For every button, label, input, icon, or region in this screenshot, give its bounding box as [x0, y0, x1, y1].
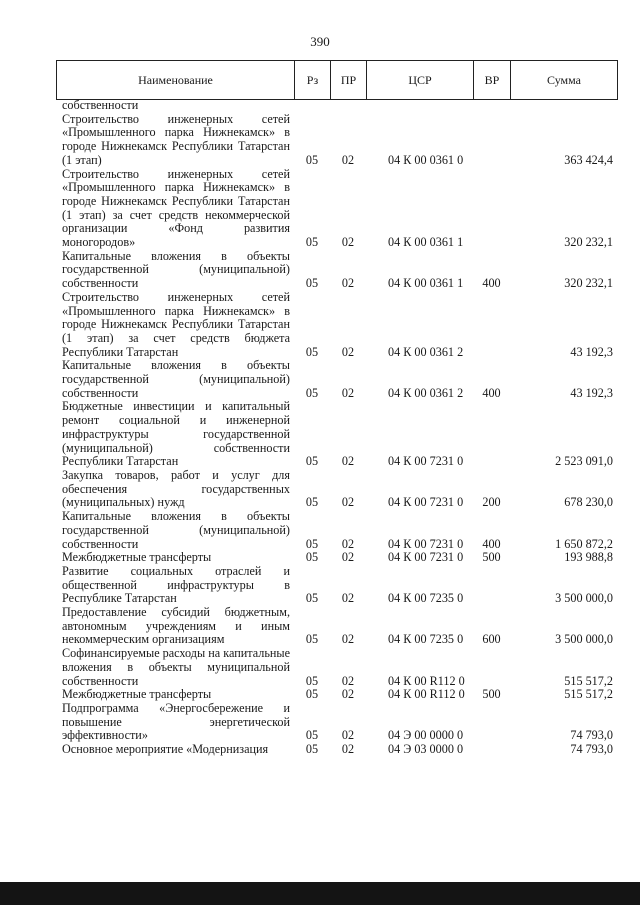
header-name: Наименование — [57, 61, 295, 100]
row-csr: 04 К 00 7231 0 — [388, 495, 464, 510]
row-rz: 05 — [305, 632, 319, 647]
row-name: Софинансируемые расходы на капитальные вложения в объекты муниципальной собственности — [62, 646, 290, 688]
row-name-cell — [56, 168, 294, 250]
row-sum: 193 988,8 — [564, 550, 613, 565]
row-rz: 05 — [305, 235, 319, 250]
row-rz: 05 — [305, 536, 319, 551]
row-pr: 02 — [341, 152, 355, 167]
row-csr: 04 К 00 R112 0 — [388, 673, 465, 688]
row-csr: 04 Э 03 0000 0 — [388, 742, 464, 757]
row-pr: 02 — [341, 235, 355, 250]
row-pr: 02 — [341, 495, 355, 510]
row-name: Закупка товаров, работ и услуг для обеспечения государственных (муниципальных) нужд — [62, 467, 290, 510]
row-sum: 2 523 091,0 — [555, 454, 613, 469]
row-name-cell — [56, 688, 294, 702]
row-pr: 02 — [341, 591, 355, 606]
row-name-cell — [56, 510, 294, 551]
row-name-cell — [56, 565, 294, 606]
row-sum: 515 517,2 — [564, 687, 613, 702]
table-row — [56, 551, 617, 565]
row-pr — [330, 99, 366, 113]
row-name-cell — [56, 113, 294, 168]
row-rz: 05 — [305, 344, 319, 359]
row-rz: 05 — [305, 454, 319, 469]
row-pr: 02 — [341, 728, 355, 743]
row-sum: 1 650 872,2 — [555, 536, 613, 551]
row-vr: 200 — [482, 495, 501, 510]
row-rz: 05 — [305, 742, 319, 757]
table-row — [56, 168, 617, 250]
row-name-cell — [56, 647, 294, 688]
row-name-cell — [56, 291, 294, 360]
row-sum — [510, 99, 617, 113]
row-name: Капитальные вложения в объекты государственной (муниципальной) собственности — [62, 358, 290, 400]
row-name-cell — [56, 743, 294, 757]
row-sum: 43 192,3 — [570, 385, 613, 400]
table-row — [56, 565, 617, 606]
row-csr: 04 К 00 0361 1 — [388, 276, 464, 291]
row-csr: 04 К 00 0361 2 — [388, 385, 464, 400]
row-name-cell — [56, 400, 294, 469]
row-csr: 04 К 00 0361 2 — [388, 344, 464, 359]
table-header — [56, 60, 618, 100]
row-name: собственности — [62, 98, 139, 112]
row-vr — [473, 168, 510, 250]
budget-table — [56, 99, 617, 757]
table-row — [56, 99, 617, 113]
row-csr: 04 К 00 7231 0 — [388, 454, 464, 469]
row-rz: 05 — [305, 728, 319, 743]
row-vr: 600 — [482, 632, 501, 647]
row-pr: 02 — [341, 344, 355, 359]
row-rz: 05 — [305, 687, 319, 702]
row-rz: 05 — [305, 276, 319, 291]
scan-bottom-edge — [0, 882, 640, 905]
row-name: Бюджетные инвестиции и капитальный ремонт социальной и инженерной инфраструктуры государственной (муниципальной) собственности Республики Татарстан — [62, 399, 290, 469]
row-sum: 515 517,2 — [564, 673, 613, 688]
row-rz: 05 — [305, 385, 319, 400]
row-pr: 02 — [341, 550, 355, 565]
row-name: Предоставление субсидий бюджетным, автономным учреждениям и иным некоммерческим организациям — [62, 605, 290, 647]
table-row — [56, 702, 617, 743]
table-row — [56, 469, 617, 510]
row-pr: 02 — [341, 632, 355, 647]
row-csr: 04 К 00 7235 0 — [388, 591, 464, 606]
row-rz: 05 — [305, 673, 319, 688]
header-csr: ЦСР — [367, 61, 474, 100]
row-vr: 400 — [482, 385, 501, 400]
row-sum: 363 424,4 — [564, 152, 613, 167]
row-name: Капитальные вложения в объекты государственной (муниципальной) собственности — [62, 248, 290, 291]
row-pr: 02 — [341, 742, 355, 757]
row-name: Строительство инженерных сетей «Промышленного парка Нижнекамск» в городе Нижнекамск Республики Татарстан (1 этап) — [62, 111, 290, 167]
row-rz: 05 — [305, 591, 319, 606]
row-pr: 02 — [341, 673, 355, 688]
row-name-cell — [56, 99, 294, 113]
row-name-cell — [56, 702, 294, 743]
row-pr: 02 — [341, 276, 355, 291]
row-sum: 3 500 000,0 — [555, 632, 613, 647]
row-name-cell — [56, 359, 294, 400]
row-sum: 74 793,0 — [570, 742, 613, 757]
table-row — [56, 113, 617, 168]
row-name: Подпрограмма «Энергосбережение и повышение энергетической эффективности» — [62, 700, 290, 743]
row-name: Капитальные вложения в объекты государственной (муниципальной) собственности — [62, 509, 290, 551]
row-name: Межбюджетные трансферты — [62, 687, 212, 702]
header-pr: ПР — [331, 61, 367, 100]
row-sum: 320 232,1 — [564, 276, 613, 291]
row-name: Развитие социальных отраслей и общественной инфраструктуры в Республике Татарстан — [62, 563, 290, 606]
table-row — [56, 688, 617, 702]
row-name-cell — [56, 551, 294, 565]
row-csr: 04 К 00 0361 1 — [388, 235, 464, 250]
row-csr: 04 К 00 7231 0 — [388, 550, 464, 565]
row-name: Межбюджетные трансферты — [62, 550, 212, 565]
header-vr: ВР — [474, 61, 511, 100]
row-vr — [473, 743, 510, 757]
row-sum: 320 232,1 — [564, 235, 613, 250]
row-vr — [473, 702, 510, 743]
row-sum: 43 192,3 — [570, 344, 613, 359]
row-name-cell — [56, 250, 294, 291]
row-rz — [294, 99, 330, 113]
row-rz: 05 — [305, 152, 319, 167]
row-csr: 04 К 00 7235 0 — [388, 632, 464, 647]
row-pr: 02 — [341, 454, 355, 469]
table-body — [56, 99, 617, 757]
row-pr: 02 — [341, 385, 355, 400]
row-vr: 400 — [482, 536, 501, 551]
row-vr: 500 — [482, 687, 501, 702]
row-vr — [473, 647, 510, 688]
row-csr: 04 Э 00 0000 0 — [388, 728, 464, 743]
table-row — [56, 359, 617, 400]
row-pr: 02 — [341, 536, 355, 551]
table-row — [56, 606, 617, 647]
row-vr — [473, 99, 510, 113]
row-csr: 04 К 00 R112 0 — [388, 687, 465, 702]
table-row — [56, 510, 617, 551]
row-vr — [473, 291, 510, 360]
row-name-cell — [56, 606, 294, 647]
row-name: Основное мероприятие «Модернизация — [62, 742, 269, 757]
row-csr: 04 К 00 7231 0 — [388, 536, 464, 551]
row-vr — [473, 113, 510, 168]
row-vr — [473, 400, 510, 469]
table-row — [56, 400, 617, 469]
row-pr: 02 — [341, 687, 355, 702]
row-csr — [366, 99, 473, 113]
row-name: Строительство инженерных сетей «Промышленного парка Нижнекамск» в городе Нижнекамск Республики Татарстан (1 этап) за счет средств бюджета Республики Татарстан — [62, 289, 290, 359]
row-name-cell — [56, 469, 294, 510]
header-sum: Сумма — [511, 61, 618, 100]
header-rz: Рз — [295, 61, 331, 100]
row-rz: 05 — [305, 550, 319, 565]
table-row — [56, 291, 617, 360]
page-number: 390 — [310, 34, 330, 49]
row-sum: 74 793,0 — [570, 728, 613, 743]
row-csr: 04 К 00 0361 0 — [388, 152, 464, 167]
table-row — [56, 743, 617, 757]
row-name: Строительство инженерных сетей «Промышленного парка Нижнекамск» в городе Нижнекамск Республики Татарстан (1 этап) за счет средств некоммерческой организации «Фонд развития моногородов» — [62, 166, 290, 250]
row-rz: 05 — [305, 495, 319, 510]
row-vr: 400 — [482, 276, 501, 291]
row-sum: 3 500 000,0 — [555, 591, 613, 606]
table-row — [56, 647, 617, 688]
row-sum: 678 230,0 — [564, 495, 613, 510]
table-row — [56, 250, 617, 291]
row-vr: 500 — [482, 550, 501, 565]
row-vr — [473, 565, 510, 606]
